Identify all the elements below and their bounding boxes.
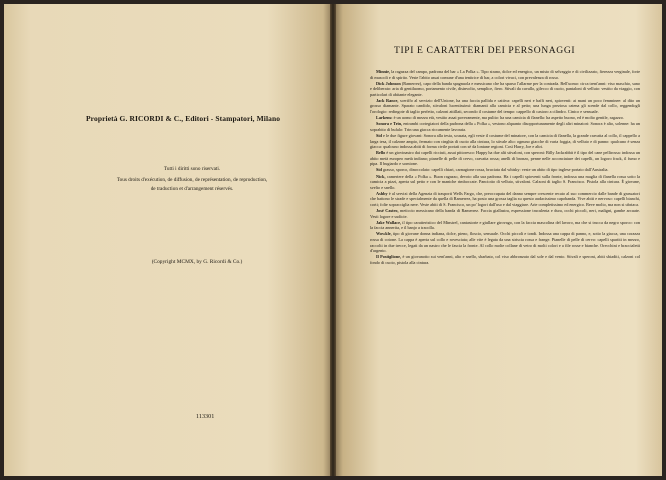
character-description: tipo di giovane donna indiana, dolce, pieno, floscio, sensuale. Occhi piccoli e tondi. Indossa una cappa di panno, e, sotto la giacca, una corazza rossa di cotone. La cappa è aperta sul collo e rovesciata; alle vite è legata da una striscia rossa e frange. Pianelle di pelle di cervo: capelli spartiti in mezzo, raccolti in due trecce, legati da un nastro che le fascia la fronte. Al collo molte collane di vetro di molti colori e a file rosse e bianche. Orecchini e braccialetti d'argento. — [370, 231, 640, 254]
character-name: Sonora e Trin, — [376, 121, 403, 127]
character-entry — [370, 121, 640, 132]
character-description: cameriere della « Polka ». Buon ragazzo, devoto alla sua padrona. Ha i capelli spioventi sulla fronte, indossa una maglia di flanella rossa sotto la camicia a pizzi, aperta sul petto e con le maniche rimboccate. Panciotto di velluto, stivaloni. Calzoni di taglio S. Francisco. Pistola alla cintura. È giovane, svelto e snello. — [370, 173, 640, 190]
character-name: Il Postiglione, — [376, 254, 402, 260]
character-name: Minnie, — [376, 69, 391, 74]
character-entry — [370, 69, 640, 80]
character-description: (Ramerrez), capo della banda spagnuola e messicano che ha sparso l'allarme per la contrada. Bell'uomo: circa trent'anni: viso maschio, sano e deliberato: aria di gentiluomo, portamento civile, disinvolto, semplice, fiero. Stivali da cavallo, gilecco di cuoio, pantaloni di velluto: vestito da viaggio, con particolari di abitante elegante. — [370, 80, 640, 97]
character-description: la ragazza del campo, padrona del bar « La Polka ». Tipo strano, dolce ed energico, un misto di selvaggio e di civilizzato, fierezza verginale, forte di muscoli e di spirito. Veste l'abito assai comune d'una tenitrice di bar, a colori vivaci, con prevalenza di rosso. — [370, 69, 641, 80]
character-name: Sid — [376, 132, 382, 138]
character-name: Larkens: — [376, 115, 393, 121]
character-list — [370, 69, 640, 266]
character-description: è al servizi della Agenzia di trasporti Wells Fargo, che, preoccupata del danno sempre crescente recato al suo commercio dalle bande di grassatori che battono le strade e specialmente da quella di Ramerrez, ha posto una grossa taglia su questo audacissimo capobanda. Vive abiti e nervoso: capelli bianchi, corti; folte sopracciglia nere. Veste abiti di S. Francisco, un po' logori dall'uso e dal viaggiare. Arie completissimo ed energico. Beve molto, ma non si ubriaca. — [370, 190, 641, 207]
character-name: Nick, — [376, 173, 386, 179]
left-page — [4, 4, 333, 476]
character-name: Dick Johnson — [376, 80, 401, 86]
copyright-notice: (Copyright MCMX, by G. Ricordi & Co.) — [151, 259, 243, 265]
character-entry — [370, 150, 640, 167]
character-entry — [370, 254, 640, 265]
character-entry — [370, 133, 640, 150]
publisher-line: Proprietà G. RICORDI & C., Editori - Stampatori, Milano — [86, 114, 281, 123]
character-entry — [370, 174, 640, 191]
character-entry — [370, 115, 640, 121]
book-gutter — [330, 4, 336, 476]
character-description: grasso, sporco, dinoccolato: capelli chiari, carnagione rossa, bruciata dal whisky: veste un abito di tipo inglese portato dall'Australia. — [382, 167, 609, 173]
character-name: José Castro, — [376, 208, 399, 214]
character-name: Jake Wallace, — [376, 219, 402, 225]
character-entry — [370, 167, 640, 173]
character-description: entrambi cortegiatori della padrona della « Polka », vestono alquanto disopportunamente degli altri minatori: Sonora è alto, solenne: ha un soprabito di bufalo: Trin una giacca riccamente lavorata. — [370, 121, 641, 132]
character-description: sceriffo al servizio dell'Unione, ha una faccia pallida e cattiva: capelli neri e baffi neri, spioventi: ai mani un poco femminee: al dito un grosso diamante. Sparato candido, stivaloni lucentissimi: diamanti alla camicia e al petto; una lunga preziosa catena gli scende dal collo, reggendogli l'orologio: redingote di taglio perfetto, calzoni attillati, secondo il costume del tempo: cappello di castoro a cilindro. Cinico e sensuale. — [370, 97, 641, 115]
catalog-number: 113301 — [196, 413, 215, 420]
character-description: è un giovanotto sui vent'anni, alto e snello, sbarbato, col viso abbronzato dal sole e dal vento. Stivali e speroni, abiti sbiaditi, calzoni col fondo di cuoio, pistola alla cintura. — [370, 254, 641, 265]
character-name: Jack Rance, — [376, 97, 399, 103]
character-description: il tipo caratteristico del Minstrel, cantastorie e giullare girovago, con la faccia mascolina del lavoro, ma che si trucca da negro sporco: con la faccia annerita, e il banjo a tracolla. — [370, 219, 640, 231]
character-entry — [370, 220, 640, 231]
rights-line-3: de traduction et d'arrangement réservés. — [150, 186, 234, 192]
character-description: meticcio messicano della banda di Ramerrez. Faccia giallastra, espressione truculenta e dura, occhi piccoli, neri, maligni, gambe arcuate. Vesti logore e sudicie. — [370, 208, 640, 219]
rights-notice — [70, 165, 314, 194]
character-name: Ashby — [376, 190, 388, 196]
character-description: è un giovinastro dai capelli ricciuti, assai pittoresco: Happy ha due alti stivaloni, con speroni: Billy Jackrabbit è il tipo del cane pellirossa: indossa un abito metà europeo metà indiano; pianelle di pelle di cervo, cravatta rossa; anelli di bronzo, penne nelle acconciature dei capelli, un logoro frack, il fumo e pipa. Il bugiardo e sornione. — [370, 150, 641, 167]
character-entry — [370, 81, 640, 98]
character-description: e le due figure giovani: Sonora alla testa, scusata, egli veste il costume del minatore, con la camicia di flanella, la grande cravatta al collo, il cappello a larga tesa, il calzone ampio, fermato con cinghia di cuoio alla cintura, lo stivale alto: ognuno giacche di varia foggia, di velluto e di panno: qualcuno è senza giacca: qualcuno indossa abiti di forma civile portati con sè da lontane regioni. Così Harry, Joe e altri. — [370, 132, 640, 150]
character-entry — [370, 208, 640, 219]
character-name: Bello — [376, 150, 386, 156]
character-entry — [370, 231, 640, 253]
character-entry — [370, 98, 640, 115]
character-description: è un uomo di mezza età, vestito assai poveramente, ma pulito: ha una camicia di flanella: ha aspetto buono, ed è molto gentile, ragazzo. — [393, 115, 624, 121]
character-entry — [370, 191, 640, 208]
rights-line-2: Tous droits d'exécution, de diffusion, de représentation, de reproduction, — [116, 177, 268, 183]
character-name: Sid — [376, 167, 382, 173]
character-name: Wowkle, — [376, 231, 392, 237]
page-title: TIPI E CARATTERI DEI PERSONAGGI — [394, 45, 576, 56]
rights-line-1: Tutti i diritti sono riservati. — [163, 166, 221, 172]
